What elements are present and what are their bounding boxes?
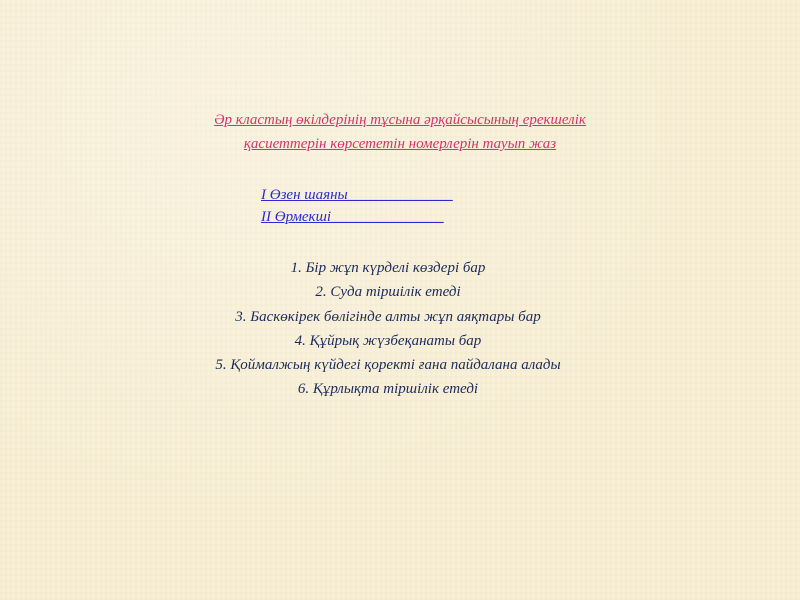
list-item: 5. Қоймалжың күйдегі қоректі ғана пайдалана алады bbox=[215, 357, 561, 374]
list-item: 3. Баскөкірек бөлігінде алты жұп аяқтары бар bbox=[235, 308, 541, 325]
task-title-line-1: Әр кластың өкілдерінің тұсына әрқайсысының ерекшелік bbox=[214, 112, 586, 128]
list-item: 6. Құрлықта тіршілік етеді bbox=[297, 381, 479, 398]
features-list bbox=[0, 256, 776, 402]
list-item: 4. Құйрық жүзбеқанаты бар bbox=[294, 332, 482, 349]
answer-line-crayfish: I Өзен шаяны______________ bbox=[261, 187, 453, 203]
task-title-line-2: қасиеттерін көрсететін номерлерін тауып жаз bbox=[243, 136, 557, 152]
list-item: 2. Суда тіршілік етеді bbox=[315, 284, 461, 301]
list-item: 1. Бір жұп күрделі көздері бар bbox=[290, 260, 486, 276]
answer-line-spider: II Өрмекші_______________ bbox=[261, 209, 444, 225]
